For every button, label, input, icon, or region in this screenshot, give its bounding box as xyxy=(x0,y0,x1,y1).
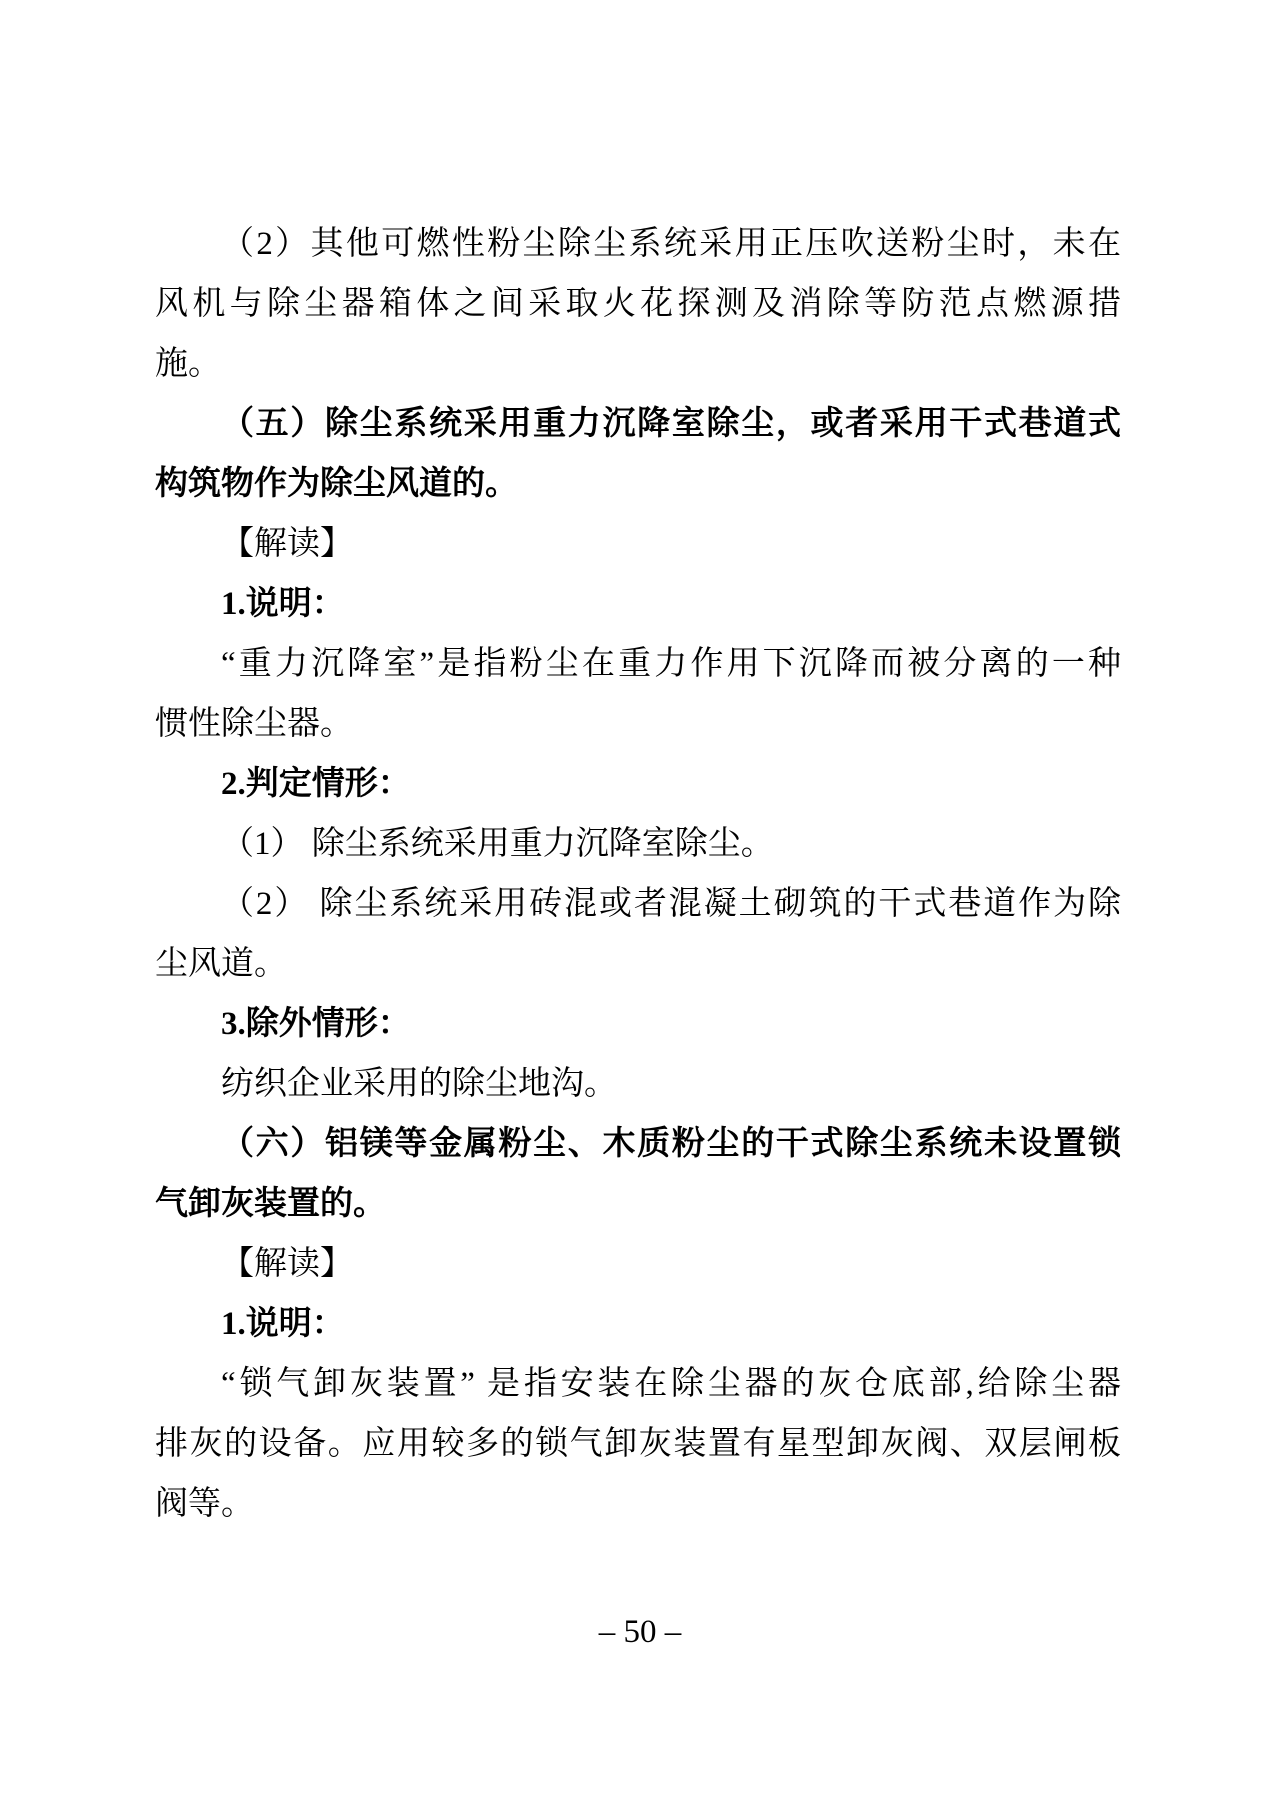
body-line: （2） 除尘系统采用砖混或者混凝土砌筑的干式巷道作为除 xyxy=(221,886,1121,922)
annotation-line: 【解读】 xyxy=(221,1246,353,1282)
body-line: “重力沉降室”是指粉尘在重力作用下沉降而被分离的一种 xyxy=(221,646,1121,682)
subheading-line: 3.除外情形： xyxy=(221,1006,411,1042)
heading-line: （六）铝镁等金属粉尘、木质粉尘的干式除尘系统未设置锁 xyxy=(221,1126,1121,1162)
subheading-line: 1.说明： xyxy=(221,1306,345,1342)
body-line: 排灰的设备。应用较多的锁气卸灰装置有星型卸灰阀、双层闸板 xyxy=(155,1426,1121,1462)
body-line: 惯性除尘器。 xyxy=(155,706,353,742)
body-line: 纺织企业采用的除尘地沟。 xyxy=(221,1066,617,1102)
document-content xyxy=(155,214,1121,1534)
body-line: “锁气卸灰装置” 是指安装在除尘器的灰仓底部,给除尘器 xyxy=(221,1366,1121,1402)
body-line: 阀等。 xyxy=(155,1486,254,1522)
body-line: 风机与除尘器箱体之间采取火花探测及消除等防范点燃源措 xyxy=(155,286,1121,322)
body-line: 施。 xyxy=(155,346,221,382)
body-line: （2）其他可燃性粉尘除尘系统采用正压吹送粉尘时，未在 xyxy=(221,226,1121,262)
heading-line: 构筑物作为除尘风道的。 xyxy=(155,466,518,502)
subheading-line: 1.说明： xyxy=(221,586,345,622)
body-line: （1） 除尘系统采用重力沉降室除尘。 xyxy=(221,826,774,862)
subheading-line: 2.判定情形： xyxy=(221,766,411,802)
annotation-line: 【解读】 xyxy=(221,526,353,562)
footer-page-number: – 50 – xyxy=(598,1614,682,1650)
heading-line: 气卸灰装置的。 xyxy=(155,1186,386,1222)
body-line: 尘风道。 xyxy=(155,946,287,982)
heading-line: （五）除尘系统采用重力沉降室除尘，或者采用干式巷道式 xyxy=(221,406,1121,442)
